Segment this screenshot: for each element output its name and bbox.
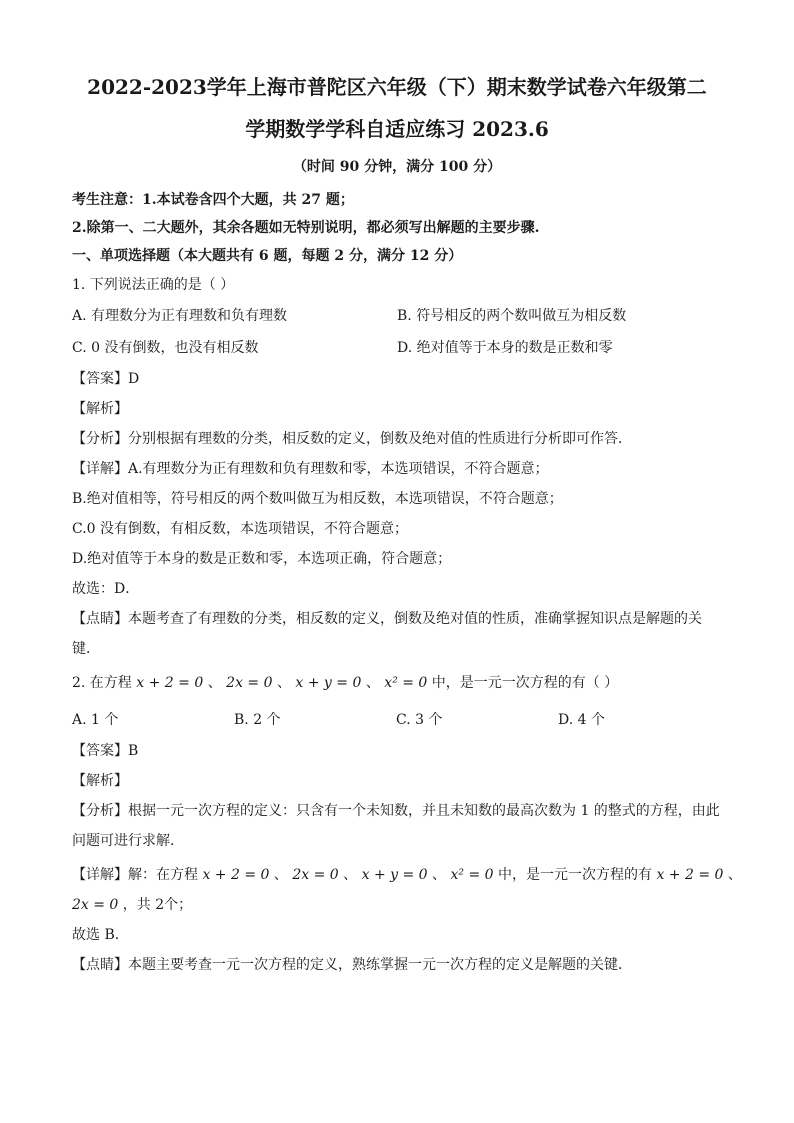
q1-detail-d: D.绝对值等于本身的数是正数和零，本选项正确，符合题意； (72, 551, 452, 567)
q1-option-a: A. 有理数分为正有理数和负有理数 (72, 308, 288, 324)
q2-detail-sep2: 、 (343, 867, 358, 883)
q2-stem-prefix: 2. 在方程 (72, 675, 132, 691)
q2-options-row (72, 704, 722, 736)
q2-fenxi: 【分析】根据一元一次方程的定义：只含有一个未知数，并且未知数的最高次数为 1 的整式的方程，由此问题可进行求解． (72, 803, 720, 849)
q1-detail-a: 【详解】A.有理数分为正有理数和负有理数和零，本选项错误，不符合题意； (72, 461, 549, 477)
q2-eq3: x + y = 0 (295, 675, 362, 691)
q1-answer: 【答案】D (72, 371, 140, 387)
q2-detail-line2 (72, 890, 722, 920)
q2-detail-eq4: x² = 0 (450, 867, 494, 883)
doc-subtitle: （时间 90 分钟，满分 100 分） (292, 159, 502, 175)
doc-title-line1: 2022-2023学年上海市普陀区六年级（下）期末数学试卷六年级第二 (87, 75, 707, 99)
q1-detail-c: C.0 没有倒数，有相反数，本选项错误，不符合题意； (72, 521, 409, 537)
q2-detail-eq2: 2x = 0 (292, 867, 339, 883)
q1-options-row1 (72, 300, 722, 332)
q2-option-b: B. 2 个 (234, 712, 281, 728)
q2-detail-mid: 中，是一元一次方程的有 (497, 867, 652, 883)
q1-detail-b: B.绝对值相等，符号相反的两个数叫做互为相反数，本选项错误，不符合题意； (72, 491, 563, 507)
q2-eq1: x + 2 = 0 (136, 675, 204, 691)
q1-fenxi: 【分析】分别根据有理数的分类，相反数的定义，倒数及绝对值的性质进行分析即可作答． (72, 431, 632, 447)
doc-title-line2: 学期数学学科自适应练习 2023.6 (245, 117, 549, 141)
q1-option-c: C. 0 没有倒数，也没有相反数 (72, 340, 259, 356)
q1-choice: 故选：D． (72, 581, 140, 597)
section-heading: 一、单项选择题（本大题共有 6 题，每题 2 分，满分 12 分） (72, 248, 463, 264)
q2-detail-sep1: 、 (273, 867, 288, 883)
q2-analysis-label: 【解析】 (72, 773, 128, 789)
q2-stem-suffix: 中，是一元一次方程的有（ ） (431, 675, 619, 691)
notice-line2: 2.除第一、二大题外，其余各题如无特别说明，都必须写出解题的主要步骤. (72, 220, 540, 236)
q2-detail-eq1: x + 2 = 0 (202, 867, 270, 883)
q2-sep3: 、 (365, 675, 380, 691)
q2-stem (72, 668, 722, 698)
q2-sep2: 、 (276, 675, 291, 691)
q1-options-row2 (72, 332, 722, 364)
q1-analysis-label: 【解析】 (72, 401, 128, 417)
q2-eq4: x² = 0 (384, 675, 428, 691)
q2-detail-eq3: x + y = 0 (361, 867, 428, 883)
notice-line1: 考生注意：1.本试卷含四个大题，共 27 题； (72, 192, 354, 208)
q2-option-c: C. 3 个 (396, 712, 443, 728)
q2-detail-sep4: 、 (727, 867, 742, 883)
q2-answer: 【答案】B (72, 743, 139, 759)
q2-detail-ans1: x + 2 = 0 (656, 867, 724, 883)
q1-option-d: D. 绝对值等于本身的数是正数和零 (397, 340, 613, 356)
q2-detail-count: ，共 2个； (122, 897, 193, 913)
q2-conclusion: 故选 B． (72, 927, 129, 943)
q2-detail-sep3: 、 (432, 867, 447, 883)
q1-stem: 1. 下列说法正确的是（ ） (72, 277, 235, 293)
q2-eq2: 2x = 0 (226, 675, 273, 691)
q2-sep1: 、 (207, 675, 222, 691)
q2-comment: 【点睛】本题主要考查一元一次方程的定义，熟练掌握一元一次方程的定义是解题的关键． (72, 957, 632, 973)
q1-option-b: B. 符号相反的两个数叫做互为相反数 (397, 308, 627, 324)
q2-detail-line1 (72, 860, 742, 890)
q2-option-a: A. 1 个 (72, 712, 119, 728)
q2-option-d: D. 4 个 (558, 712, 605, 728)
q1-comment: 【点睛】本题考查了有理数的分类，相反数的定义，倒数及绝对值的性质，准确掌握知识点是解题的关键． (72, 611, 702, 657)
q2-detail-ans2: 2x = 0 (72, 897, 119, 913)
q2-detail-prefix: 【详解】解：在方程 (72, 867, 198, 883)
